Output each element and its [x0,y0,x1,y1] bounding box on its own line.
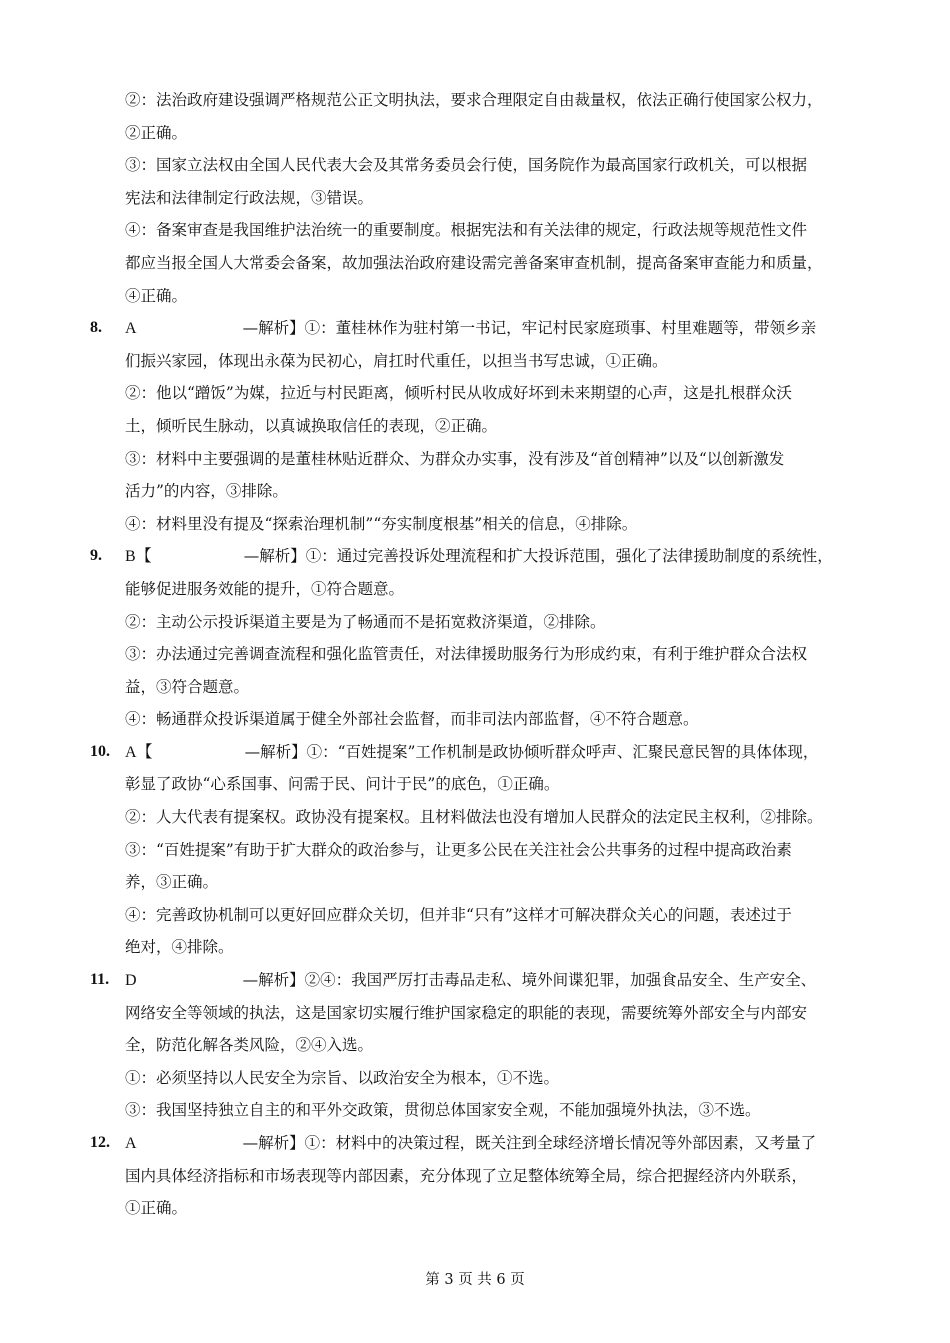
question-number: 8. [90,319,102,337]
text-line: ②：人大代表有提案权。政协没有提案权。且材料做法也没有增加人民群众的法定民主权利，②排除。 [125,808,823,827]
text-line: ③：国家立法权由全国人民代表大会及其常务委员会行使，国务院作为最高国家行政机关，可以根据 [125,156,808,175]
text-line: ④：备案审查是我国维护法治统一的重要制度。根据宪法和有关法律的规定，行政法规等规范性文件 [125,221,808,240]
text-line: 们振兴家园，体现出永葆为民初心，肩扛时代重任，以担当书写忠诚，①正确。 [125,351,668,370]
question-answer: A [125,1135,137,1152]
text-line: 活力”的内容，③排除。 [125,482,288,501]
question-10-header [90,736,865,769]
question-11-header [90,964,865,997]
analysis-first-line: —解析】①：材料中的决策过程，既关注到全球经济增长情况等外部因素，又考量了 [242,1134,817,1152]
text-line: 都应当报全国人大常委会备案，故加强法治政府建设需完善备案审查机制，提高备案审查能力和质量， [125,253,823,272]
text-line: ②：法治政府建设强调严格规范公正文明执法，要求合理限定自由裁量权，依法正确行使国家公权力， [125,91,823,109]
text-line: 网络安全等领域的执法，这是国家切实履行维护国家稳定的职能的表现，需要统筹外部安全与内部安 [125,1003,808,1022]
text-line: ①：必须坚持以人民安全为宗旨、以政治安全为根本，①不选。 [125,1068,560,1087]
text-line: ③：办法通过完善调查流程和强化监管责任，对法律援助服务行为形成约束，有利于维护群众合法权 [125,645,808,664]
text-line: 养，③正确。 [125,873,219,892]
analysis-first-line: —解析】①：董桂林作为驻村第一书记，牢记村民家庭琐事、村里难题等，带领乡亲 [242,319,817,338]
text-line: 绝对，④排除。 [125,938,234,957]
text-line: ④：完善政协机制可以更好回应群众关切，但并非“只有”这样才可解决群众关心的问题，表述过于 [125,905,792,924]
text-line: 益，③符合题意。 [125,677,250,696]
analysis-first-line: —解析】②④：我国严厉打击毒品走私、境外间谍犯罪，加强食品安全、生产安全、 [242,971,817,990]
question-12-header [90,1127,865,1160]
text-line: 全，防范化解各类风险，②④入选。 [125,1036,374,1055]
text-line: ④正确。 [125,286,188,305]
question-answer: A【 [125,743,153,761]
text-line: ②：主动公示投诉渠道主要是为了畅通而不是拓宽救济渠道，②排除。 [125,612,606,631]
page-footer: 第 3 页 共 6 页 [425,1272,525,1288]
text-line: ②正确。 [125,123,188,142]
text-line: ③：材料中主要强调的是董桂林贴近群众、为群众办实事，没有涉及“首创精神”以及“以创新激发 [125,449,785,468]
question-number: 12. [90,1134,110,1151]
text-line: ③：“百姓提案”有助于扩大群众的政治参与，让更多公民在关注社会公共事务的过程中提高政治素 [125,840,792,859]
answer-analysis-content [90,84,865,1225]
text-line: 能够促进服务效能的提升，①符合题意。 [125,579,405,598]
question-answer: B【 [125,548,152,566]
question-9-header [90,540,865,573]
question-number: 9. [90,547,102,565]
text-line: 土，倾听民生脉动，以真诚换取信任的表现，②正确。 [125,416,498,435]
analysis-first-line: —解析】①：通过完善投诉处理流程和扩大投诉范围，强化了法律援助制度的系统性， [243,547,833,566]
text-line: 宪法和法律制定行政法规，③错误。 [125,188,374,207]
text-line: 彰显了政协“心系国事、问需于民、问计于民”的底色，①正确。 [125,775,560,794]
text-line: 国内具体经济指标和市场表现等内部因素，充分体现了立足整体统筹全局，综合把握经济内外联系， [125,1166,808,1185]
text-line: ②：他以“蹭饭”为媒，拉近与村民距离，倾听村民从收成好坏到未来期望的心声，这是扎根群众沃 [125,384,792,403]
text-line: ④：畅通群众投诉渠道属于健全外部社会监督，而非司法内部监督，④不符合题意。 [125,710,699,729]
text-line: ④：材料里没有提及“探索治理机制”“夯实制度根基”相关的信息，④排除。 [125,514,638,533]
question-8-header [90,312,865,345]
question-answer: A [125,320,137,338]
question-number: 11. [90,971,110,989]
text-line: ③：我国坚持独立自主的和平外交政策，贯彻总体国家安全观，不能加强境外执法，③不选。 [125,1101,761,1120]
text-line: ①正确。 [125,1199,188,1218]
analysis-first-line: —解析】①：“百姓提案”工作机制是政协倾听群众呼声、汇聚民意民智的具体体现， [244,742,819,761]
question-answer: D [125,972,137,990]
question-number: 10. [90,742,110,760]
